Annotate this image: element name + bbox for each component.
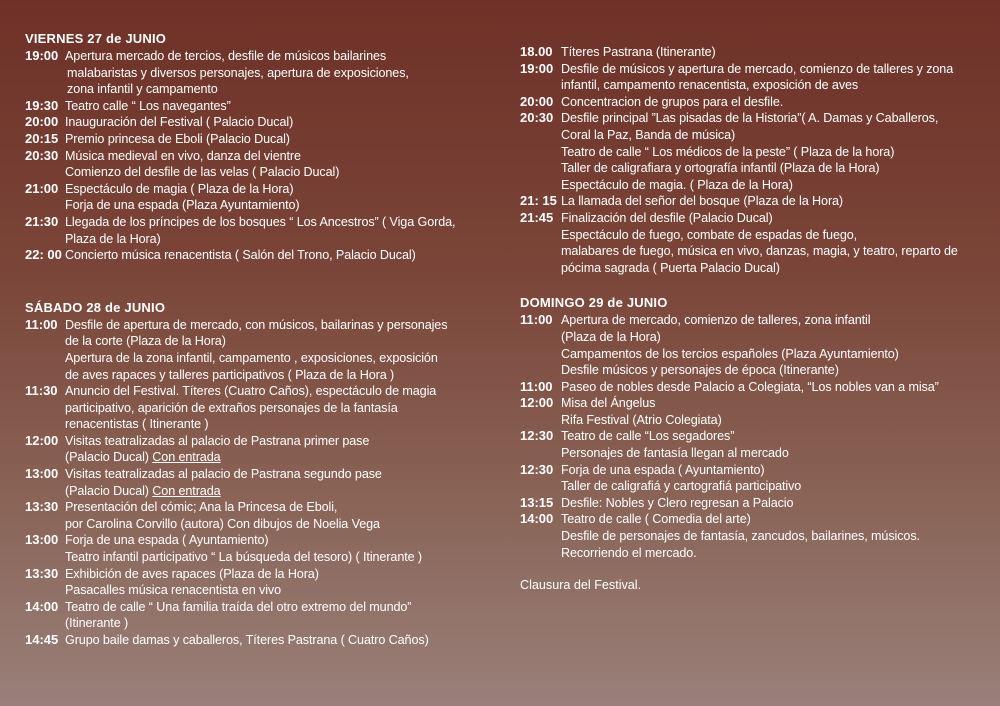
event-line: Rifa Festival (Atrio Colegiata) [561, 412, 722, 427]
event-line: malabares de fuego, música en vivo, danzas, magia, y teatro, reparto de [561, 244, 958, 259]
event-time: 14:00 [520, 511, 554, 527]
event-time: 19:00 [25, 48, 59, 63]
event-line: Teatro de calle ( Comedia del arte) [561, 512, 751, 527]
sunday-events [520, 312, 985, 561]
event-line: Plaza de la Hora) [65, 231, 161, 246]
event-item [520, 193, 985, 210]
event-line: Espectáculo de magia. ( Plaza de la Hora) [561, 177, 793, 192]
event-item [25, 131, 495, 148]
ticket-link[interactable]: Con entrada [152, 450, 221, 465]
event-time: 20:15 [25, 130, 59, 146]
friday-heading: VIERNES 27 de JUNIO [25, 31, 167, 46]
event-line: Teatro infantil participativo “ La búsqueda del tesoro) ( Itinerante ) [65, 550, 423, 565]
event-line: Teatro de calle “ Una familia traída del otro extremo del mundo” [65, 599, 412, 614]
event-item [520, 61, 985, 94]
saturday-section [25, 299, 495, 649]
event-line: (Itinerante ) [65, 616, 129, 631]
event-time: 21:00 [25, 180, 59, 196]
event-line: Visitas teatralizadas al palacio de Pastrana segundo pase [65, 467, 382, 482]
event-time: 13:00 [25, 466, 59, 482]
ticket-link[interactable]: Con entrada [152, 483, 221, 498]
event-time: 11:30 [25, 383, 58, 399]
saturday-heading: SÁBADO 28 de JUNIO [25, 299, 166, 315]
event-time: 21:45 [520, 209, 554, 225]
event-line: Pasacalles música renacentista en vivo [65, 583, 282, 598]
event-item [25, 499, 495, 532]
event-item [25, 98, 495, 115]
event-line: Grupo baile damas y caballeros, Títeres Pastrana ( Cuatro Caños) [65, 633, 429, 647]
event-line: Misa del Ángelus [561, 396, 656, 411]
event-item [25, 181, 495, 214]
event-time: 20:30 [520, 110, 554, 126]
event-line: Campamentos de los tercios españoles (Plaza Ayuntamiento) [561, 346, 899, 361]
event-line: Espectáculo de fuego, combate de espadas de fuego, [561, 227, 858, 242]
event-item [520, 110, 985, 193]
event-time: 12:30 [520, 461, 554, 477]
event-item [520, 210, 985, 276]
event-item [25, 433, 495, 466]
sunday-section [520, 294, 985, 594]
location-text: (Palacio Ducal) [65, 483, 153, 498]
event-line: Desfile músicos y personajes de época (Itinerante) [561, 363, 839, 378]
event-time: 11:00 [25, 316, 58, 332]
event-time: 21:30 [25, 213, 59, 229]
event-line: Forja de una espada (Plaza Ayuntamiento) [65, 198, 300, 213]
event-line: Taller de caligrafiá y cartografiá participativo [561, 479, 802, 494]
saturday-evening-section [520, 44, 985, 276]
event-time: 13:15 [520, 494, 554, 510]
event-item [520, 462, 985, 495]
event-line: Apertura de la zona infantil, campamento , exposiciones, exposición [65, 350, 438, 365]
event-line: Llegada de los príncipes de los bosques “ Los Ancestros” ( Viga Gorda, [65, 214, 456, 229]
event-line: zona infantil y campamento [67, 82, 218, 97]
left-column [25, 30, 495, 649]
event-line: Apertura mercado de tercios, desfile de músicos bailarines [65, 49, 387, 63]
event-line: Teatro de calle “Los segadores” [561, 429, 735, 444]
event-item [25, 383, 495, 433]
event-item [520, 395, 985, 428]
section-spacer [25, 264, 495, 299]
sunday-heading: DOMINGO 29 de JUNIO [520, 295, 668, 311]
event-line: malabaristas y diversos personajes, apertura de exposiciones, [67, 65, 409, 80]
event-item [520, 379, 985, 396]
event-item [25, 48, 495, 98]
event-item [25, 599, 495, 632]
event-line: Música medieval en vivo, danza del vientre [65, 148, 301, 163]
event-time: 12:00 [520, 395, 554, 411]
event-line: Visitas teatralizadas al palacio de Pastrana primer pase [65, 433, 370, 448]
event-line: Finalización del desfile (Palacio Ducal) [561, 210, 773, 225]
event-line: Recorriendo el mercado. [561, 545, 697, 560]
right-column [520, 44, 985, 594]
section-spacer [520, 276, 985, 294]
event-line: Teatro de calle “ Los médicos de la peste” ( Plaza de la hora) [561, 144, 895, 159]
event-line: Coral la Paz, Banda de música) [561, 127, 736, 142]
event-line: renacentistas ( Itinerante ) [65, 417, 209, 432]
saturday-events [25, 317, 495, 649]
event-line: Paseo de nobles desde Palacio a Colegiata, “Los nobles van a misa” [561, 379, 939, 394]
event-line [65, 483, 495, 500]
event-line: Espectáculo de magia ( Plaza de la Hora) [65, 181, 294, 196]
event-time: 11:00 [520, 312, 553, 328]
event-line: Desfile principal ”Las pisadas de la Historia”( A. Damas y Caballeros, [561, 111, 939, 126]
event-item [520, 428, 985, 461]
event-line: Teatro calle “ Los navegantes” [65, 98, 231, 113]
event-line: Desfile de personajes de fantasía, zancudos, bailarines, músicos. [561, 529, 920, 544]
festival-closing: Clausura del Festival. [520, 578, 642, 593]
event-line: participativo, aparición de extraños personajes de la fantasía [65, 400, 398, 415]
saturday-evening-events [520, 44, 985, 276]
event-line: Desfile de músicos y apertura de mercado, comienzo de talleres y zona [561, 61, 954, 76]
event-item [520, 495, 985, 512]
event-time: 11:00 [520, 378, 553, 394]
event-item [520, 511, 985, 561]
event-line: Presentación del cómic; Ana la Princesa de Eboli, [65, 500, 338, 515]
event-line: Premio princesa de Eboli (Palacio Ducal) [65, 131, 290, 146]
event-line: de la corte (Plaza de la Hora) [65, 334, 226, 349]
event-line: Concentracion de grupos para el desfile. [561, 94, 784, 109]
event-line: Inauguración del Festival ( Palacio Ducal) [65, 115, 294, 130]
event-line: Títeres Pastrana (Itinerante) [561, 45, 716, 59]
event-item [25, 247, 495, 264]
event-item [520, 94, 985, 111]
event-line: Taller de caligrafiara y ortografía infantil (Plaza de la Hora) [561, 161, 880, 176]
event-time: 13:30 [25, 565, 59, 581]
event-line: Apertura de mercado, comienzo de talleres, zona infantil [561, 313, 871, 328]
event-time: 12:30 [520, 428, 554, 444]
event-time: 14:45 [25, 632, 59, 647]
event-time: 12:00 [25, 432, 59, 448]
event-item [25, 466, 495, 499]
event-line: Concierto música renacentista ( Salón del Trono, Palacio Ducal) [65, 248, 416, 263]
event-line: (Plaza de la Hora) [561, 329, 661, 344]
event-line: Comienzo del desfile de las velas ( Palacio Ducal) [65, 165, 340, 180]
event-line: de aves rapaces y talleres participativos ( Plaza de la Hora ) [65, 367, 395, 382]
friday-section [25, 30, 495, 264]
event-item [25, 532, 495, 565]
event-time: 22: 00 [25, 247, 62, 263]
event-line: pócima sagrada ( Puerta Palacio Ducal) [561, 260, 780, 275]
event-item [25, 214, 495, 247]
event-line: Desfile de apertura de mercado, con músicos, bailarinas y personajes [65, 317, 448, 332]
event-item [25, 566, 495, 599]
event-time: 14:00 [25, 598, 59, 614]
event-item [25, 148, 495, 181]
event-line: infantil, campamento renacentista, exposición de aves [561, 78, 859, 93]
event-line: Desfile: Nobles y Clero regresan a Palacio [561, 495, 794, 510]
event-item [520, 44, 985, 61]
event-time: 19:00 [520, 60, 554, 76]
event-item [25, 114, 495, 131]
event-time: 21: 15 [520, 193, 557, 209]
friday-events [25, 48, 495, 264]
event-line: Anuncio del Festival. Títeres (Cuatro Caños), espectáculo de magia [65, 384, 437, 399]
event-item [25, 317, 495, 383]
event-time: 18.00 [520, 44, 553, 59]
event-time: 19:30 [25, 97, 59, 113]
event-item [25, 632, 495, 649]
event-line: Personajes de fantasía llegan al mercado [561, 446, 789, 461]
event-time: 20:00 [25, 114, 59, 130]
event-line: Forja de una espada ( Ayuntamiento) [65, 533, 269, 548]
event-line: La llamada del señor del bosque (Plaza de la Hora) [561, 194, 844, 209]
location-text: (Palacio Ducal) [65, 450, 153, 465]
event-time: 13:00 [25, 532, 59, 548]
event-time: 13:30 [25, 499, 59, 515]
event-line: Exhibición de aves rapaces (Plaza de la Hora) [65, 566, 319, 581]
event-time: 20:00 [520, 93, 554, 109]
event-time: 20:30 [25, 147, 59, 163]
event-line: por Carolina Corvillo (autora) Con dibujos de Noelia Vega [65, 516, 380, 531]
event-line [65, 449, 495, 466]
event-item [520, 312, 985, 378]
event-line: Forja de una espada ( Ayuntamiento) [561, 462, 765, 477]
